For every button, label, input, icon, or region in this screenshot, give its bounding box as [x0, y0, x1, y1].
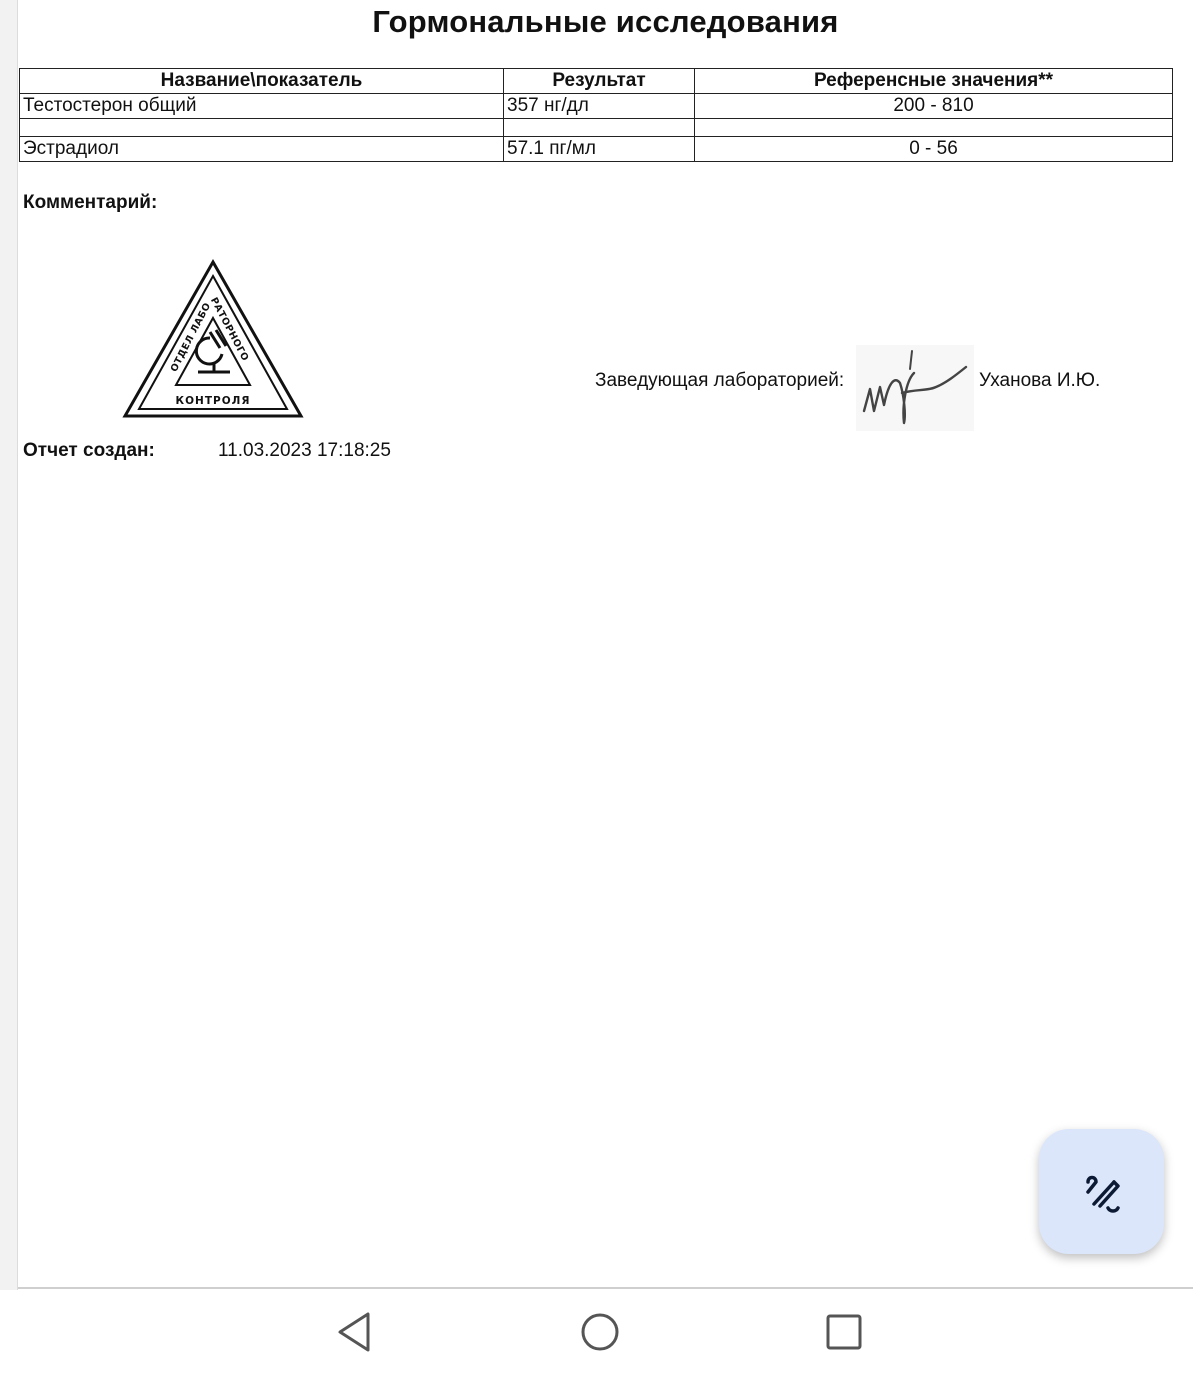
comment-label: Комментарий:	[23, 192, 158, 213]
document-title: Гормональные исследования	[372, 4, 839, 39]
cell-name: Тестостерон общий	[20, 94, 504, 119]
recents-button[interactable]	[820, 1308, 868, 1356]
edit-fab-button[interactable]	[1039, 1129, 1164, 1254]
results-table	[19, 68, 1173, 162]
page-divider	[18, 1287, 1193, 1289]
lab-stamp-logo	[122, 258, 304, 420]
stamp-arc-text: ОТДЕЛ ЛАБОРАТОРНОГО	[168, 295, 251, 374]
cell-reference	[695, 119, 1173, 137]
cell-result: 357 нг/дл	[504, 94, 695, 119]
left-scroll-edge	[0, 0, 18, 1290]
table-row	[20, 94, 1173, 119]
report-created-label: Отчет создан:	[23, 440, 155, 461]
back-triangle-icon	[334, 1310, 374, 1354]
header-name: Название\показатель	[20, 69, 504, 94]
signature-image	[856, 345, 974, 431]
report-created-value: 11.03.2023 17:18:25	[218, 440, 391, 461]
table-row-empty	[20, 119, 1173, 137]
stamp-bottom-text: КОНТРОЛЯ	[175, 395, 251, 407]
pdf-page	[18, 0, 1193, 1287]
cell-result	[504, 119, 695, 137]
home-button[interactable]	[576, 1308, 624, 1356]
header-reference: Референсные значения**	[695, 69, 1173, 94]
head-of-lab-label: Заведующая лабораторией:	[595, 370, 845, 391]
cell-reference: 0 - 56	[695, 137, 1173, 162]
back-button[interactable]	[330, 1308, 378, 1356]
microscope-icon	[196, 330, 230, 372]
system-navigation-bar	[0, 1290, 1193, 1373]
head-of-lab-name: Уханова И.Ю.	[979, 370, 1101, 391]
recents-square-icon	[822, 1310, 866, 1354]
header-result: Результат	[504, 69, 695, 94]
edit-pen-icon	[1078, 1168, 1126, 1216]
cell-name: Эстрадиол	[20, 137, 504, 162]
cell-result: 57.1 пг/мл	[504, 137, 695, 162]
home-circle-icon	[578, 1310, 622, 1354]
cell-reference: 200 - 810	[695, 94, 1173, 119]
cell-name	[20, 119, 504, 137]
table-row	[20, 137, 1173, 162]
table-header-row	[20, 69, 1173, 94]
